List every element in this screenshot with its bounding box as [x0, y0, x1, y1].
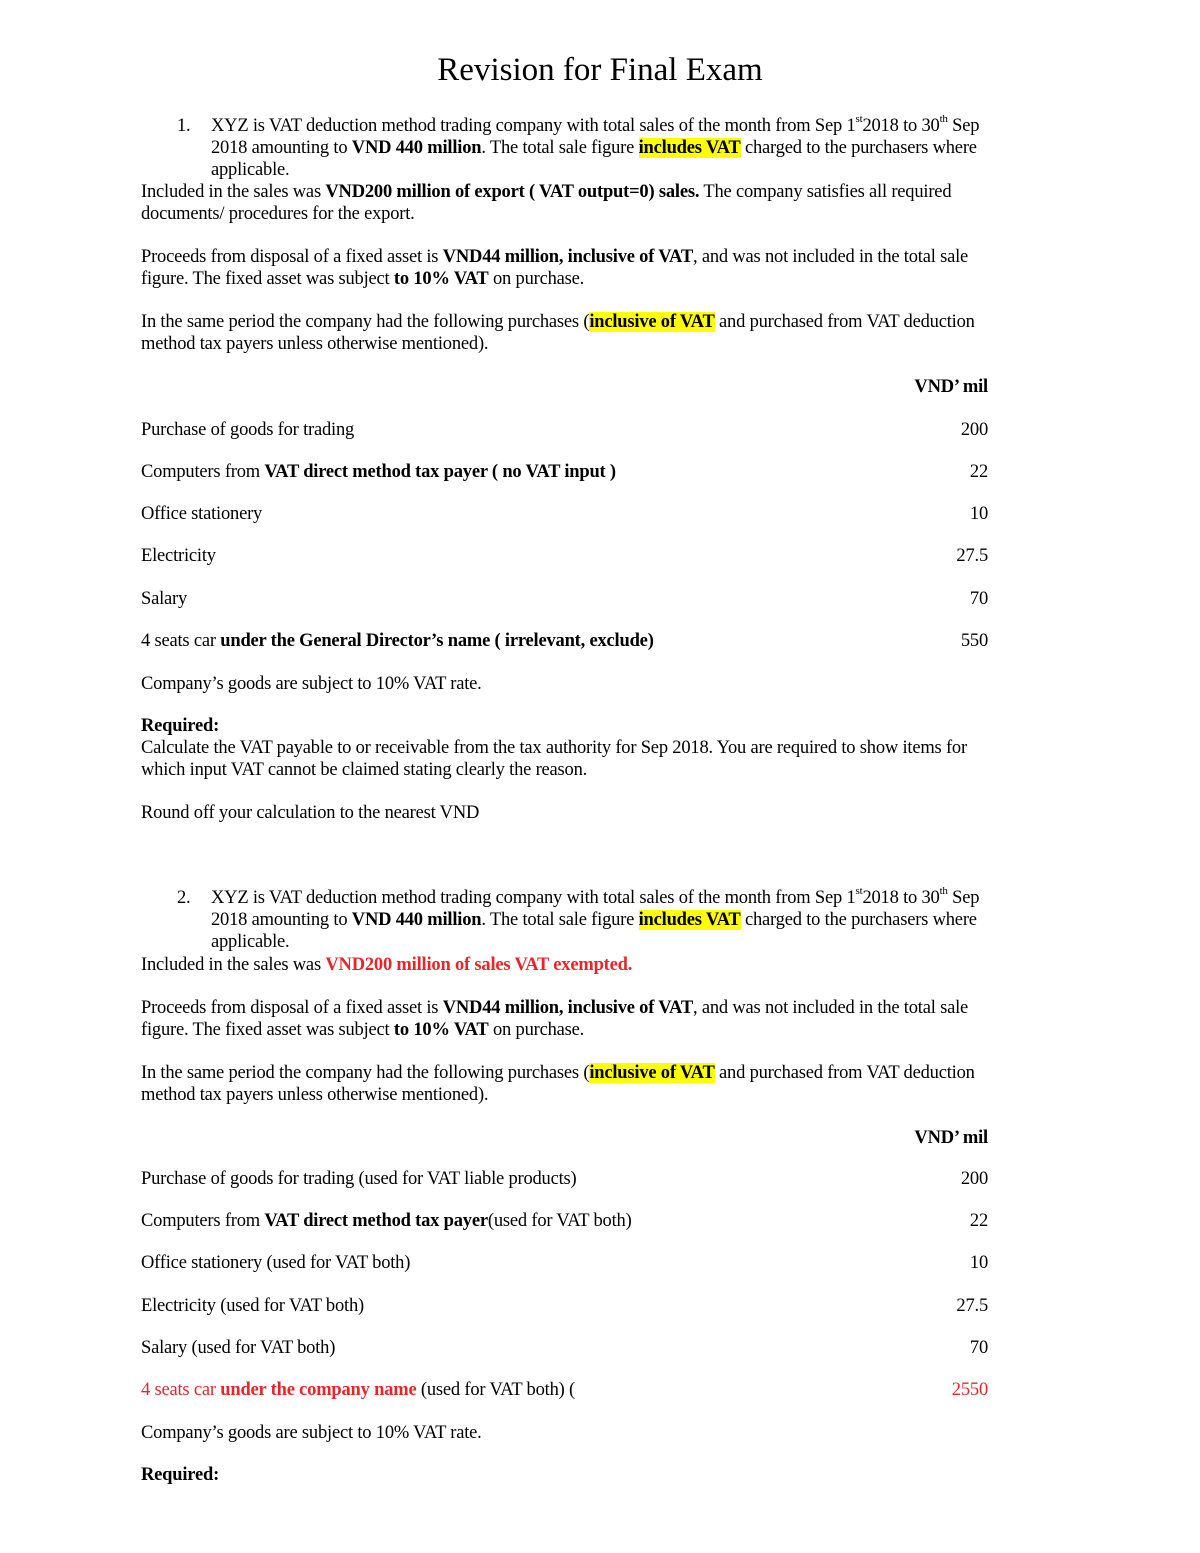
q2-highlight-inclusive-of-vat: inclusive of VAT [589, 1063, 715, 1083]
q2-item-1: Purchase of goods for trading (used for VAT liable products) [141, 1169, 577, 1189]
q2-rate-note: Company’s goods are subject to 10% VAT rate. [141, 1423, 482, 1443]
q1-number: 1. [177, 116, 191, 136]
q1-item-4: Electricity [141, 546, 216, 566]
q2-proceeds-line-1: Proceeds from disposal of a fixed asset is VND44 million, inclusive of VAT, and was not included in the total sale [141, 998, 969, 1018]
q1-item-4-value: 27.5 [956, 546, 988, 566]
q1-item-6-value: 550 [960, 631, 988, 651]
q1-item-3: Office stationery [141, 504, 263, 524]
q1-proceeds-line-1: Proceeds from disposal of a fixed asset is VND44 million, inclusive of VAT, and was not included in the total sale [141, 247, 969, 267]
page-title: Revision for Final Exam [437, 52, 763, 88]
q1-item-3-value: 10 [969, 504, 988, 524]
q1-item-1-value: 200 [960, 420, 988, 440]
q1-period-line-1: In the same period the company had the following purchases (inclusive of VAT and purchased from VAT deduction [141, 312, 975, 332]
q1-item-5: Salary [141, 589, 188, 609]
q1-item-6: 4 seats car under the General Director’s name ( irrelevant, exclude) [141, 631, 654, 651]
q1-required-line-1: Calculate the VAT payable to or receivable from the tax authority for Sep 2018. You are required to show items for [141, 738, 967, 758]
q1-intro-line-1: 1. XYZ is VAT deduction method trading company with total sales of the month from Sep 1st2018 to 30th Sep [177, 112, 980, 136]
q1-export-line-1: Included in the sales was VND200 million of export ( VAT output=0) sales. The company satisfies all required [141, 182, 952, 202]
q2-highlight-includes-vat: includes VAT [638, 910, 741, 930]
q1-intro-line-2: 2018 amounting to VND 440 million. The total sale figure includes VAT charged to the purchasers where [211, 138, 977, 158]
q2-item-6: 4 seats car under the company name (used for VAT both) ( [141, 1380, 575, 1400]
q1-required-label: Required: [141, 716, 220, 736]
q2-item-2-value: 22 [969, 1211, 988, 1231]
q2-required-label: Required: [141, 1465, 220, 1485]
q2-item-3: Office stationery (used for VAT both) [141, 1253, 411, 1273]
q2-intro-line-1: 2. XYZ is VAT deduction method trading company with total sales of the month from Sep 1st2018 to 30th Sep [177, 884, 980, 908]
q2-item-3-value: 10 [969, 1253, 988, 1273]
q2-item-5-value: 70 [969, 1338, 988, 1358]
q1-highlight-includes-vat: includes VAT [638, 138, 741, 158]
q1-highlight-inclusive-of-vat: inclusive of VAT [589, 312, 715, 332]
q2-item-6-value: 2550 [951, 1380, 988, 1400]
q1-required-line-2: which input VAT cannot be claimed stating clearly the reason. [141, 760, 588, 780]
q2-item-4: Electricity (used for VAT both) [141, 1296, 364, 1316]
q2-intro-line-3: applicable. [211, 932, 290, 952]
q2-exempt-line: Included in the sales was VND200 million of sales VAT exempted. [141, 955, 633, 975]
q2-period-line-2: method tax payers unless otherwise mentioned). [141, 1085, 489, 1105]
q2-intro-line-2: 2018 amounting to VND 440 million. The total sale figure includes VAT charged to the purchasers where [211, 910, 977, 930]
q1-proceeds-line-2: figure. The fixed asset was subject to 10% VAT on purchase. [141, 269, 585, 289]
q2-proceeds-line-2: figure. The fixed asset was subject to 10% VAT on purchase. [141, 1020, 585, 1040]
q1-unit-header: VND’ mil [914, 377, 988, 397]
q1-item-2: Computers from VAT direct method tax payer ( no VAT input ) [141, 462, 616, 482]
q2-item-4-value: 27.5 [956, 1296, 988, 1316]
q1-item-2-value: 22 [969, 462, 988, 482]
q2-item-5: Salary (used for VAT both) [141, 1338, 336, 1358]
q1-round-note: Round off your calculation to the nearest VND [141, 803, 480, 823]
q2-period-line-1: In the same period the company had the following purchases (inclusive of VAT and purchased from VAT deduction [141, 1063, 975, 1083]
q1-intro-line-3: applicable. [211, 160, 290, 180]
q1-rate-note: Company’s goods are subject to 10% VAT rate. [141, 674, 482, 694]
q2-number: 2. [177, 888, 191, 908]
q1-item-5-value: 70 [969, 589, 988, 609]
q1-period-line-2: method tax payers unless otherwise mentioned). [141, 334, 489, 354]
q1-export-line-2: documents/ procedures for the export. [141, 204, 415, 224]
q2-unit-header: VND’ mil [914, 1128, 988, 1148]
q1-item-1: Purchase of goods for trading [141, 420, 355, 440]
q2-item-2: Computers from VAT direct method tax payer(used for VAT both) [141, 1211, 632, 1231]
q2-item-1-value: 200 [960, 1169, 988, 1189]
